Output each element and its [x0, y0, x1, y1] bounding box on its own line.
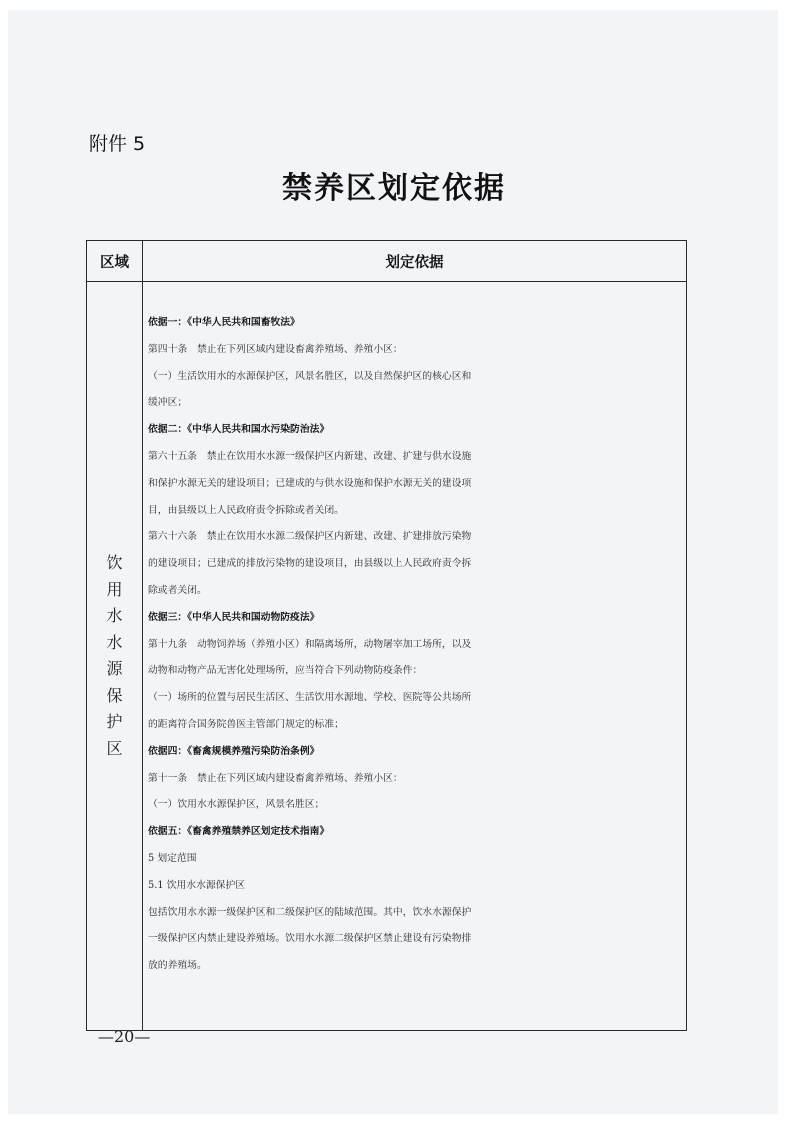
basis-line: （一）生活饮用水的水源保护区，风景名胜区，以及自然保护区的核心区和	[148, 370, 472, 382]
basis-line: 动物和动物产品无害化处理场所，应当符合下列动物防疫条件：	[148, 665, 423, 677]
basis-text	[148, 310, 678, 980]
basis-line: 和保护水源无关的建设项目；已建成的与供水设施和保护水源无关的建设项	[148, 477, 472, 489]
basis-heading: 依据一：《中华人民共和国畜牧法》	[148, 317, 300, 328]
basis-line: 一级保护区内禁止建设养殖场。饮用水水源二级保护区禁止建设有污染物排	[148, 933, 472, 945]
basis-heading: 依据二：《中华人民共和国水污染防治法》	[148, 424, 330, 436]
region-cell	[87, 282, 143, 1031]
attachment-label: 附件 5	[89, 133, 146, 155]
table-row	[87, 282, 687, 1031]
basis-line: 第十九条 动物饲养场（养殖小区）和隔离场所，动物屠宰加工场所，以及	[148, 638, 472, 650]
basis-line: 的建设项目；已建成的排放污染物的建设项目，由县级以上人民政府责令拆	[148, 558, 472, 570]
basis-line: 第六十六条 禁止在饮用水水源二级保护区内新建、改建、扩建排放污染物	[148, 531, 472, 543]
basis-line: 5 划定范围	[148, 852, 197, 864]
basis-line: 目，由县级以上人民政府责令拆除或者关闭。	[148, 504, 344, 516]
table-header-row	[87, 241, 687, 282]
basis-line: 5.1 饮用水水源保护区	[148, 879, 246, 891]
basis-cell	[143, 282, 687, 1031]
basis-line: 缓冲区；	[148, 397, 188, 409]
basis-line: 除或者关闭。	[148, 584, 207, 596]
basis-line: （一）饮用水水源保护区，风景名胜区；	[148, 799, 325, 811]
basis-line: 包括饮用水水源一级保护区和二级保护区的陆域范围。其中，饮水水源保护	[148, 906, 472, 918]
page-title: 禁养区划定依据	[282, 171, 506, 206]
basis-heading: 依据五：《畜禽养殖禁养区划定技术指南》	[148, 826, 330, 838]
page-number: —20—	[98, 1027, 151, 1046]
region-name: 饮用水水源保护区	[106, 553, 123, 758]
basis-table	[86, 240, 687, 1031]
basis-line: （一）场所的位置与居民生活区、生活饮用水源地、学校、医院等公共场所	[148, 692, 472, 704]
basis-line: 第六十五条 禁止在饮用水水源一级保护区内新建、改建、扩建与供水设施	[148, 450, 472, 462]
basis-line: 第十一条 禁止在下列区域内建设畜禽养殖场、养殖小区：	[148, 772, 403, 784]
basis-heading: 依据三：《中华人民共和国动物防疫法》	[148, 611, 320, 623]
basis-line: 的距离符合国务院兽医主管部门规定的标准；	[148, 718, 344, 730]
column-header-region: 区域	[87, 241, 143, 282]
basis-heading: 依据四：《畜禽规模养殖污染防治条例》	[148, 745, 320, 757]
column-header-basis: 划定依据	[143, 241, 687, 282]
basis-line: 第四十条 禁止在下列区域内建设畜禽养殖场、养殖小区：	[148, 343, 403, 355]
basis-line: 放的养殖场。	[148, 960, 207, 972]
